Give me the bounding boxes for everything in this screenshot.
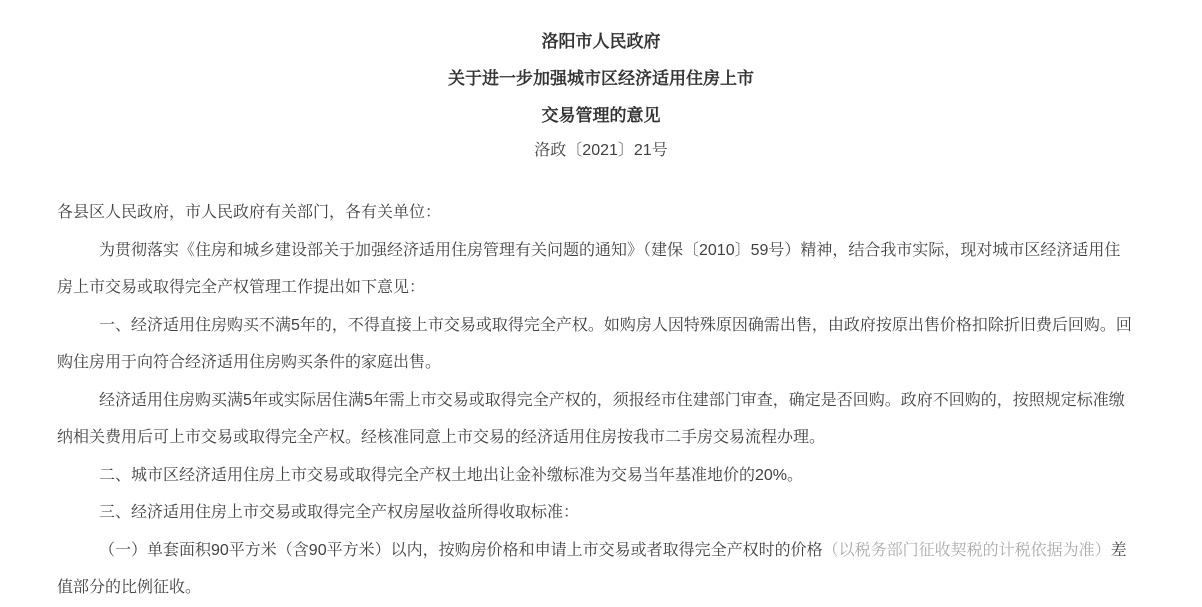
intro-paragraph-line-1: 为贯彻落实《住房和城乡建设部关于加强经济适用住房管理有关问题的通知》（建保〔2010〕59号）精神，结合我市实际，现对城市区经济适用住	[99, 241, 1121, 259]
item-3-sub-1-text-faded: （以税务部门征收契税的计税依据为准）	[822, 541, 1111, 559]
item-3-sub-1-line-1	[57, 532, 1162, 570]
item-1-line-2: 购住房用于向符合经济适用住房购买条件的家庭出售。	[57, 354, 442, 371]
document-header	[0, 0, 1202, 167]
intro-paragraph-line-2: 房上市交易或取得完全产权管理工作提出如下意见：	[57, 279, 426, 296]
document-title-line-3: 交易管理的意见	[541, 106, 661, 125]
item-1-line-1: 一、经济适用住房购买不满5年的，不得直接上市交易或取得完全产权。如购房人因特殊原因确需出售，由政府按原出售价格扣除折旧费后回购。回	[99, 316, 1132, 334]
document-title-line-2: 关于进一步加强城市区经济适用住房上市	[448, 69, 754, 88]
salutation-line: 各县区人民政府，市人民政府有关部门，各有关单位：	[57, 204, 442, 221]
document-body	[0, 194, 1202, 607]
item-3-sub-1-text-normal-end: 差	[1110, 541, 1127, 559]
item-3-sub-1-line-2: 值部分的比例征收。	[57, 579, 202, 596]
document-number: 洛政〔2021〕21号	[534, 142, 668, 159]
item-1-continued-line-1: 经济适用住房购买满5年或实际居住满5年需上市交易或取得完全产权的，须报经市住建部门审查，确定是否回购。政府不回购的，按照规定标准缴	[99, 391, 1125, 409]
item-3-line-1: 三、经济适用住房上市交易或取得完全产权房屋收益所得收取标准：	[99, 504, 580, 521]
item-2-line-1: 二、城市区经济适用住房上市交易或取得完全产权土地出让金补缴标准为交易当年基准地价的20%。	[99, 466, 804, 484]
item-1-continued-line-2: 纳相关费用后可上市交易或取得完全产权。经核准同意上市交易的经济适用住房按我市二手房交易流程办理。	[57, 429, 826, 446]
item-3-sub-1-text-normal-start: （一）单套面积90平方米（含90平方米）以内，按购房价格和申请上市交易或者取得完全产权时的价格	[99, 541, 823, 559]
document-title-line-1: 洛阳市人民政府	[541, 32, 661, 51]
